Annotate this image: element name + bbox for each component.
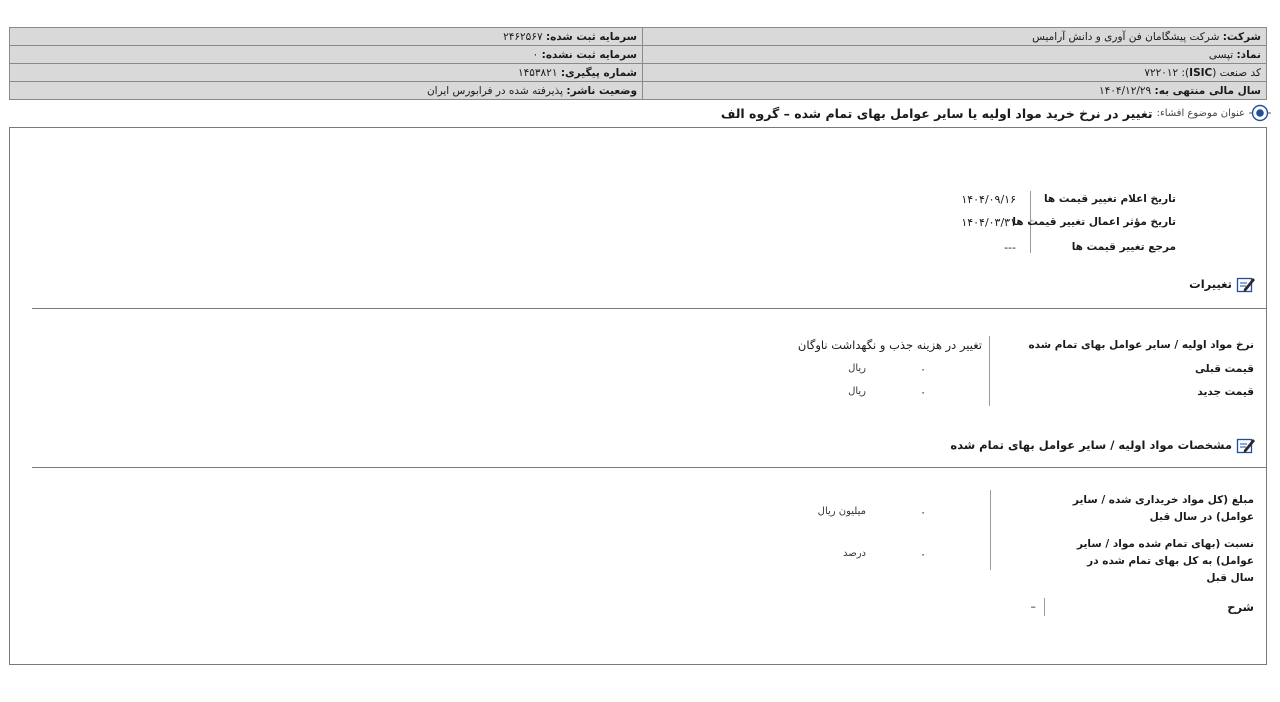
info-row [10, 28, 1267, 46]
capital-unregistered-value: ۰ [532, 48, 539, 61]
prev-price-value: ۰ [920, 363, 926, 376]
company-value: شرکت پیشگامان فن آوری و دانش آرامیس [1032, 30, 1220, 43]
amount-value: ۰ [920, 506, 926, 519]
changes-heading: تغییرات [1189, 277, 1232, 291]
fiscal-year-value: ۱۴۰۴/۱۲/۲۹ [1098, 84, 1152, 97]
ratio-unit: درصد [842, 548, 866, 559]
changes-vertical-divider [989, 336, 990, 406]
description-divider [1044, 598, 1045, 616]
symbol-value: تپسی [1208, 48, 1234, 61]
publisher-status-value: پذیرفته شده در فرابورس ایران [426, 84, 564, 97]
edit-note-icon [1236, 275, 1256, 293]
publisher-status-label: وضعیت ناشر: [566, 84, 637, 97]
effective-date-value: ۱۴۰۴/۰۳/۳۱ [961, 216, 1016, 229]
announce-date-label: تاریخ اعلام تغییر قیمت ها [1043, 193, 1176, 205]
announce-date-value: ۱۴۰۴/۰۹/۱۶ [961, 193, 1016, 206]
reference-value: --- [1004, 241, 1016, 254]
specs-heading: مشخصات مواد اولیه / سایر عوامل بهای تمام شده [950, 438, 1232, 452]
capital-registered-label: سرمایه ثبت شده: [545, 30, 637, 43]
ratio-value: ۰ [920, 548, 926, 561]
symbol-label: نماد: [1236, 48, 1261, 61]
tracking-label: شماره پیگیری: [560, 66, 637, 79]
specs-vertical-divider [990, 490, 991, 570]
disclosure-panel [9, 127, 1267, 665]
new-price-unit: ریال [848, 386, 866, 397]
radio-target-icon [1249, 103, 1271, 123]
company-info-table [9, 27, 1267, 100]
isic-cell [643, 64, 1267, 82]
tracking-value: ۱۴۵۳۸۲۱ [517, 66, 558, 79]
new-price-value: ۰ [920, 386, 926, 399]
changes-divider [32, 308, 1266, 309]
tracking-cell [10, 64, 643, 82]
capital-registered-value: ۲۴۶۲۵۶۷ [503, 30, 543, 43]
rate-value: تغییر در هزینه جذب و نگهداشت ناوگان [797, 338, 982, 352]
capital-unregistered-cell [10, 46, 643, 64]
info-row [10, 82, 1267, 100]
company-cell [643, 28, 1267, 46]
prev-price-unit: ریال [848, 363, 866, 374]
rate-label: نرخ مواد اولیه / سایر عوامل بهای تمام شده [1028, 339, 1254, 351]
fiscal-year-cell [643, 82, 1267, 100]
capital-unregistered-label: سرمایه ثبت نشده: [541, 48, 637, 61]
prev-price-label: قیمت قبلی [1194, 363, 1254, 375]
disclosure-subject [721, 103, 1271, 123]
info-row [10, 64, 1267, 82]
description-value: – [1030, 600, 1036, 613]
info-row [10, 46, 1267, 64]
reference-label: مرجع تغییر قیمت ها [1071, 241, 1176, 253]
new-price-label: قیمت جدید [1197, 386, 1254, 398]
changes-section-heading [1189, 275, 1256, 293]
publisher-status-cell [10, 82, 643, 100]
specs-divider [32, 467, 1266, 468]
isic-value: ۷۲۲۰۱۲ [1144, 66, 1179, 79]
subject-title: تغییر در نرخ خرید مواد اولیه یا سایر عوامل بهای تمام شده – گروه الف [720, 105, 1153, 121]
capital-registered-cell [10, 28, 643, 46]
isic-label: کد صنعت (ISIC): [1181, 66, 1261, 79]
fiscal-year-label: سال مالی منتهی به: [1154, 84, 1261, 97]
subject-prefix: عنوان موضوع افشاء: [1156, 107, 1245, 119]
ratio-label: نسبت (بهای تمام شده مواد / سایر عوامل) به کل بهای تمام شده در سال قبل [1076, 538, 1254, 584]
company-label: شرکت: [1222, 30, 1261, 43]
specs-section-heading [950, 436, 1256, 454]
description-label: شرح [1227, 600, 1254, 614]
symbol-cell [643, 46, 1267, 64]
amount-unit: میلیون ریال [817, 506, 866, 517]
edit-note-icon [1236, 436, 1256, 454]
effective-date-label: تاریخ مؤثر اعمال تغییر قیمت ها [1012, 216, 1176, 228]
amount-label: مبلغ (کل مواد خریداری شده / سایر عوامل) در سال قبل [1072, 494, 1254, 523]
